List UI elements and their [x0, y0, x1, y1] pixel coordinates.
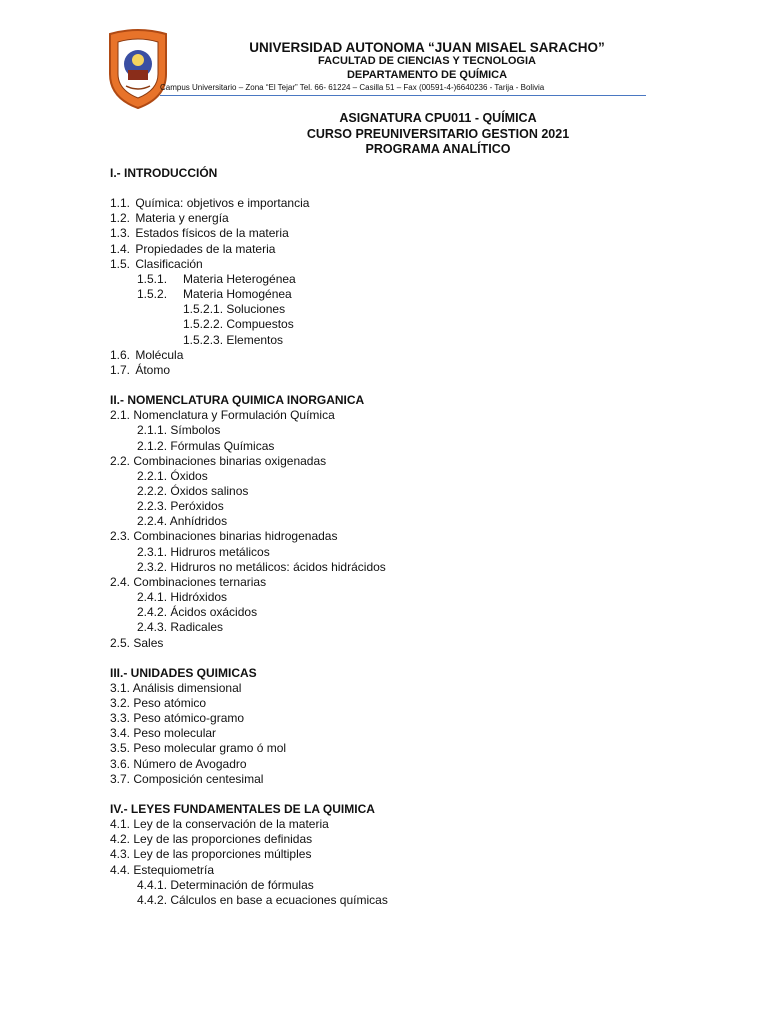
list-item: 1.1. Química: objetivos e importancia	[110, 196, 310, 211]
section-title: IV.- LEYES FUNDAMENTALES DE LA QUIMICA	[110, 801, 375, 816]
list-item: 2.4.2. Ácidos oxácidos	[137, 605, 258, 620]
list-item: 1.6. Molécula	[110, 347, 184, 362]
header-divider	[160, 95, 646, 96]
program-title: PROGRAMA ANALÍTICO	[365, 142, 511, 156]
document-titles	[0, 111, 768, 158]
list-item: 3.3. Peso atómico-gramo	[110, 711, 245, 726]
list-item: 1.7. Átomo	[110, 362, 171, 377]
list-item: 4.4.1. Determinación de fórmulas	[137, 877, 314, 892]
list-item: 1.5.2.2. Compuestos	[183, 317, 294, 332]
list-item: 2.4.1. Hidróxidos	[137, 590, 228, 605]
list-item: 1.5.1. Materia Heterogénea	[137, 271, 296, 286]
course-title: ASIGNATURA CPU011 - QUÍMICA	[339, 111, 537, 125]
university-seal-logo	[106, 24, 170, 110]
section-title: II.- NOMENCLATURA QUIMICA INORGANICA	[110, 393, 365, 408]
faculty-name: FACULTAD DE CIENCIAS Y TECNOLOGIA	[318, 55, 536, 67]
list-item: 2.2.1. Óxidos	[137, 468, 208, 483]
list-item: 1.3. Estados físicos de la materia	[110, 226, 289, 241]
list-item: 3.7. Composición centesimal	[110, 771, 264, 786]
list-item: 3.6. Número de Avogadro	[110, 756, 247, 771]
list-item: 1.5.2.3. Elementos	[183, 332, 284, 347]
list-item: 2.2. Combinaciones binarias oxigenadas	[110, 453, 327, 468]
university-name: UNIVERSIDAD AUTONOMA “JUAN MISAEL SARACHO”	[249, 40, 605, 55]
list-item: 4.4.2. Cálculos en base a ecuaciones químicas	[137, 892, 388, 907]
list-item: 2.3.2. Hidruros no metálicos: ácidos hidrácidos	[137, 559, 386, 574]
address-line: Campus Universitario – Zona “El Tejar” Tel. 66- 61224 – Casilla 51 – Fax (00591-4-)6640236 - Tarija - Bolivia	[160, 83, 545, 92]
section-title: III.- UNIDADES QUIMICAS	[110, 665, 257, 680]
department-name: DEPARTAMENTO DE QUÍMICA	[346, 69, 508, 81]
list-item: 4.3. Ley de las proporciones múltiples	[110, 847, 312, 862]
course-subtitle: CURSO PREUNIVERSITARIO GESTION 2021	[306, 126, 570, 141]
program-content	[110, 166, 728, 908]
section-title: I.- INTRODUCCIÓN	[110, 166, 218, 180]
list-item: 2.3. Combinaciones binarias hidrogenadas	[110, 529, 338, 544]
list-item: 1.4. Propiedades de la materia	[110, 241, 276, 256]
list-item: 3.5. Peso molecular gramo ó mol	[110, 741, 287, 756]
list-item: 3.1. Análisis dimensional	[110, 680, 242, 695]
list-item: 1.5. Clasificación	[110, 256, 203, 271]
list-item: 2.1.1. Símbolos	[137, 423, 221, 438]
list-item: 1.5.2. Materia Homogénea	[137, 287, 292, 302]
list-item: 2.4. Combinaciones ternarias	[110, 574, 267, 589]
list-item: 2.1.2. Fórmulas Químicas	[137, 438, 275, 453]
list-item: 3.2. Peso atómico	[110, 696, 207, 710]
list-item: 1.5.2.1. Soluciones	[183, 302, 286, 317]
list-item: 1.2. Materia y energía	[110, 211, 229, 226]
list-item: 2.1. Nomenclatura y Formulación Química	[110, 408, 335, 423]
list-item: 4.4. Estequiometría	[110, 862, 215, 877]
list-item: 2.3.1. Hidruros metálicos	[137, 544, 270, 559]
list-item: 2.2.4. Anhídridos	[137, 514, 228, 529]
list-item: 2.4.3. Radicales	[137, 620, 224, 635]
list-item: 4.1. Ley de la conservación de la materia	[110, 817, 329, 832]
list-item: 2.2.2. Óxidos salinos	[137, 483, 249, 498]
list-item: 4.2. Ley de las proporciones definidas	[110, 832, 313, 847]
list-item: 2.2.3. Peróxidos	[137, 499, 224, 514]
list-item: 3.4. Peso molecular	[110, 726, 217, 741]
list-item: 2.5. Sales	[110, 635, 164, 650]
